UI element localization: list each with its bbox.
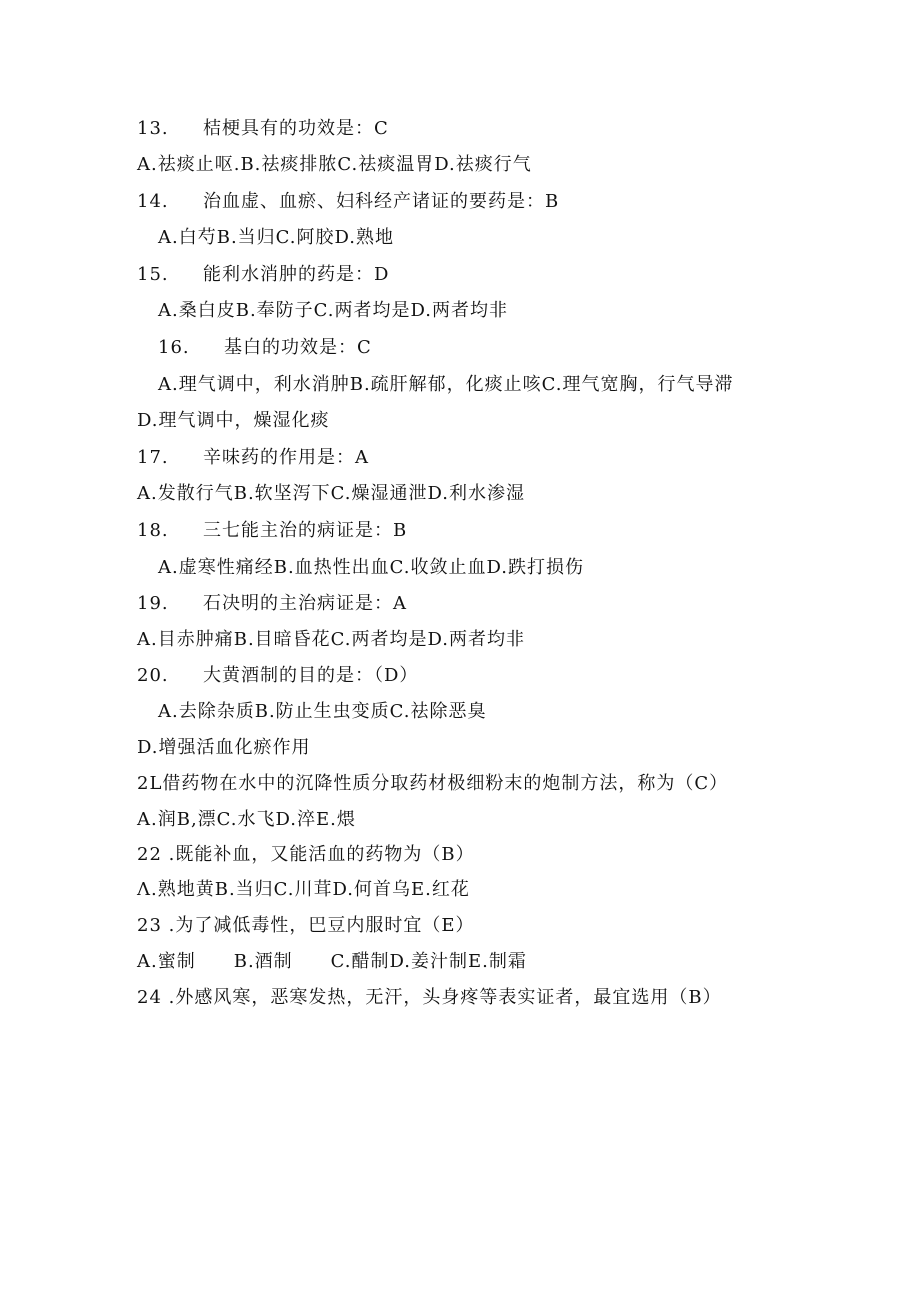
question-number: 16. <box>158 337 190 358</box>
question-text: 22 .既能补血，又能活血的药物为（B） <box>137 844 475 865</box>
options-16-continued <box>137 409 330 433</box>
question-13 <box>137 117 389 141</box>
question-number: 20. <box>137 665 169 686</box>
options-22 <box>137 878 470 902</box>
question-24 <box>137 986 722 1010</box>
question-text: 三七能主治的病证是：B <box>203 520 408 541</box>
question-text: 23 .为了减低毒性，巴豆内服时宜（E） <box>137 915 475 936</box>
question-20 <box>137 664 418 688</box>
question-18 <box>137 519 407 543</box>
options-text: A.去除杂质B.防止生虫变质C.祛除恶臭 <box>158 701 487 722</box>
question-number: 13. <box>137 118 169 139</box>
question-21 <box>137 772 728 796</box>
options-text: Λ.熟地黄B.当归C.川茸D.何首乌E.红花 <box>137 879 470 900</box>
options-20-continued <box>137 736 311 760</box>
options-15 <box>158 299 508 323</box>
question-number: 14. <box>137 191 169 212</box>
options-text: D.增强活血化瘀作用 <box>137 737 311 758</box>
question-14 <box>137 190 559 214</box>
question-text: 2L借药物在水中的沉降性质分取药材极细粉末的炮制方法，称为（C） <box>137 773 729 794</box>
options-text: A.蜜制 B.酒制 C.醋制D.姜汁制E.制霜 <box>137 951 527 972</box>
options-text: D.理气调中，燥湿化痰 <box>137 410 330 431</box>
options-23 <box>137 950 527 974</box>
options-text: A.发散行气B.软坚泻下C.燥湿通泄D.利水渗湿 <box>137 483 526 504</box>
options-21 <box>137 808 356 832</box>
question-text: 石决明的主治病证是：A <box>203 593 407 614</box>
options-20 <box>158 700 487 724</box>
options-16 <box>158 373 734 397</box>
question-number: 17. <box>137 447 169 468</box>
options-19 <box>137 628 525 652</box>
options-text: A.目赤肿痛B.目暗昏花C.两者均是D.两者均非 <box>137 629 526 650</box>
question-16 <box>158 336 372 360</box>
options-text: A.虚寒性痛经B.血热性出血C.收敛止血D.跌打损伤 <box>158 557 585 578</box>
question-text: 能利水消肿的药是：D <box>203 264 390 285</box>
options-text: A.润B,漂C.水飞D.淬E.煨 <box>137 809 356 830</box>
question-22 <box>137 843 475 867</box>
question-text: 辛味药的作用是：A <box>203 447 369 468</box>
question-number: 19. <box>137 593 169 614</box>
options-14 <box>158 226 394 250</box>
question-text: 治血虚、血瘀、妇科经产诸证的要药是：B <box>203 191 560 212</box>
question-text: 24 .外感风寒，恶寒发热，无汗，头身疼等表实证者，最宜选用（B） <box>137 987 722 1008</box>
question-19 <box>137 592 407 616</box>
options-17 <box>137 482 525 506</box>
question-23 <box>137 914 475 938</box>
question-15 <box>137 263 389 287</box>
options-text: A.祛痰止呕.B.祛痰排脓C.祛痰温胃D.祛痰行气 <box>137 154 532 175</box>
question-number: 15. <box>137 264 169 285</box>
question-text: 大黄酒制的目的是：（D） <box>203 665 419 686</box>
options-18 <box>158 556 584 580</box>
question-number: 18. <box>137 520 169 541</box>
options-13 <box>137 153 532 177</box>
question-17 <box>137 446 369 470</box>
question-text: 基白的功效是：C <box>224 337 372 358</box>
options-text: A.理气调中，利水消肿B.疏肝解郁，化痰止咳C.理气宽胸，行气导滞 <box>158 374 734 395</box>
options-text: A.白芍B.当归C.阿胶D.熟地 <box>158 227 395 248</box>
options-text: A.桑白皮B.奉防子C.两者均是D.两者均非 <box>158 300 509 321</box>
question-text: 桔梗具有的功效是：C <box>203 118 389 139</box>
